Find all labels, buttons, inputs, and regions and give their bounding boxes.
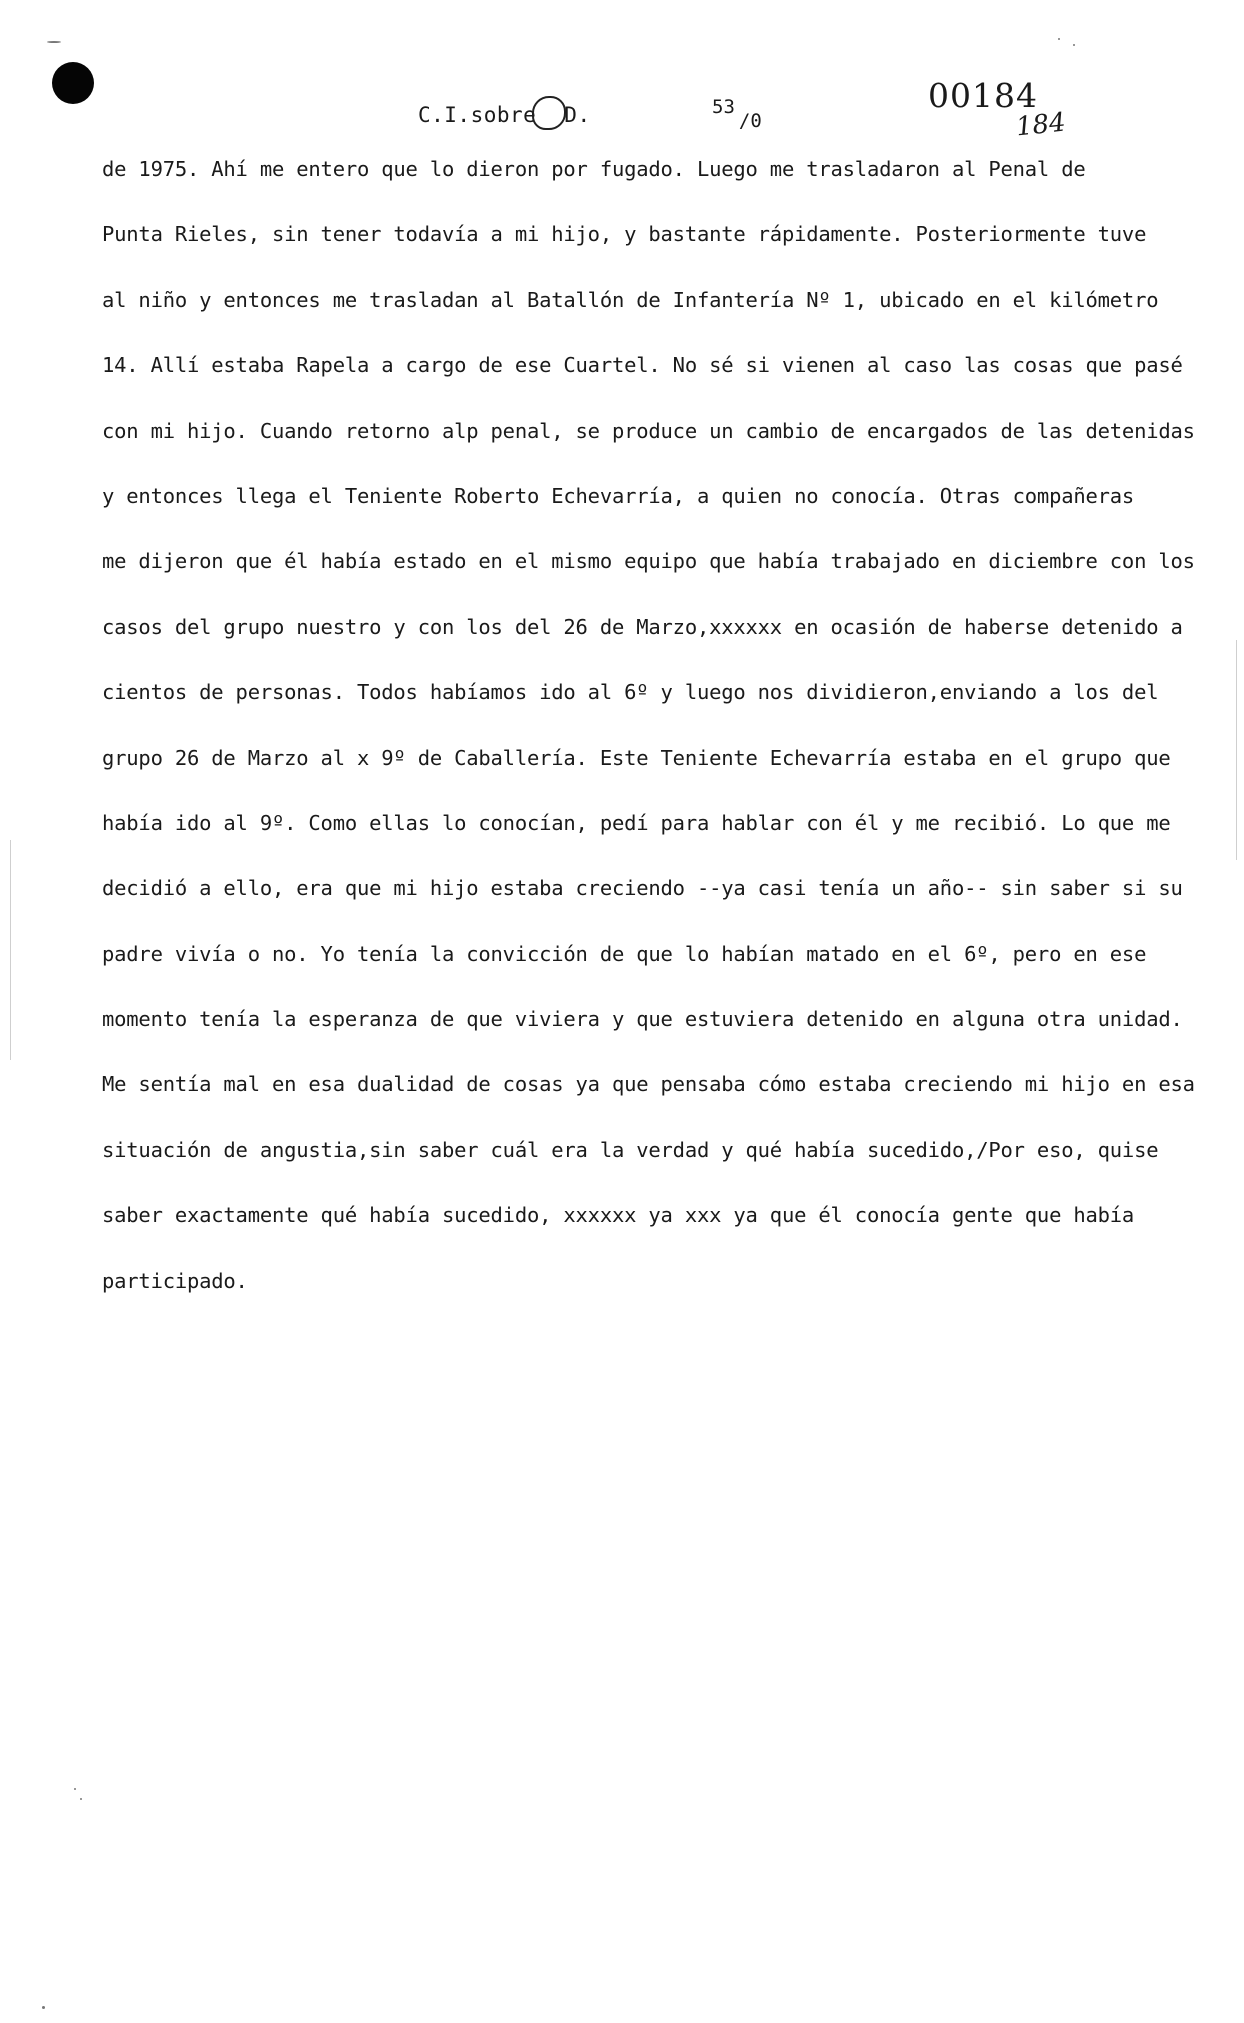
text-line: saber exactamente qué había sucedido, xxxxxx ya xxx ya que él conocía gente que había [102, 1203, 1135, 1228]
scan-speck [47, 41, 61, 43]
document-number: 00184 [928, 76, 1038, 115]
text-line: momento tenía la esperanza de que viviera y que estuviera detenido en alguna otra unidad. [102, 1007, 1183, 1032]
text-line: participado. [102, 1268, 248, 1293]
handwritten-number: 184 [1014, 107, 1068, 143]
scan-speck [80, 1798, 82, 1800]
body-text [102, 156, 1195, 1333]
margin-mark [10, 840, 11, 1060]
scan-speck [1073, 44, 1075, 46]
reference-suffix: D. [564, 103, 591, 127]
reference-label: C.I.sobre [418, 103, 537, 127]
document-reference [418, 96, 591, 130]
text-line: al niño y entonces me trasladan al Batallón de Infantería Nº 1, ubicado en el kilómetro [102, 287, 1159, 312]
text-line: había ido al 9º. Como ellas lo conocían, pedí para hablar con él y me recibió. Lo que me [102, 810, 1171, 835]
text-line: Me sentía mal en esa dualidad de cosas ya que pensaba cómo estaba creciendo mi hijo en esa [102, 1072, 1195, 1097]
text-line: y entonces llega el Teniente Roberto Echevarría, a quien no conocía. Otras compañeras [102, 483, 1135, 508]
scan-speck [74, 1788, 76, 1790]
text-line: padre vivía o no. Yo tenía la convicción de que lo habían matado en el 6º, pero en ese [102, 941, 1147, 966]
text-line: grupo 26 de Marzo al x 9º de Caballería. Este Teniente Echevarría estaba en el grupo que [102, 745, 1171, 770]
punch-hole [52, 62, 94, 104]
margin-mark [1236, 640, 1237, 860]
text-line: Punta Rieles, sin tener todavía a mi hijo, y bastante rápidamente. Posteriormente tuve [102, 222, 1147, 247]
page-denominator: /0 [738, 110, 762, 132]
text-line: cientos de personas. Todos habíamos ido al 6º y luego nos dividieron,enviando a los del [102, 680, 1159, 705]
page-fraction [712, 96, 762, 132]
text-line: me dijeron que él había estado en el mismo equipo que había trabajado en diciembre con los [102, 549, 1195, 574]
text-line: decidió a ello, era que mi hijo estaba creciendo --ya casi tenía un año-- sin saber si su [102, 876, 1183, 901]
text-line: con mi hijo. Cuando retorno alp penal, se produce un cambio de encargados de las detenidas [102, 418, 1195, 443]
text-line: 14. Allí estaba Rapela a cargo de ese Cuartel. No sé si vienen al caso las cosas que pasé [102, 353, 1183, 378]
circled-stamp-icon [532, 96, 566, 130]
scan-speck [1058, 38, 1060, 40]
text-line: de 1975. Ahí me entero que lo dieron por fugado. Luego me trasladaron al Penal de [102, 157, 1086, 181]
text-line: casos del grupo nuestro y con los del 26 de Marzo,xxxxxx en ocasión de haberse detenido a [102, 614, 1183, 639]
page-numerator: 53 [712, 96, 735, 118]
scan-speck [42, 2006, 45, 2009]
text-line: situación de angustia,sin saber cuál era la verdad y qué había sucedido,/Por eso, quise [102, 1137, 1159, 1162]
